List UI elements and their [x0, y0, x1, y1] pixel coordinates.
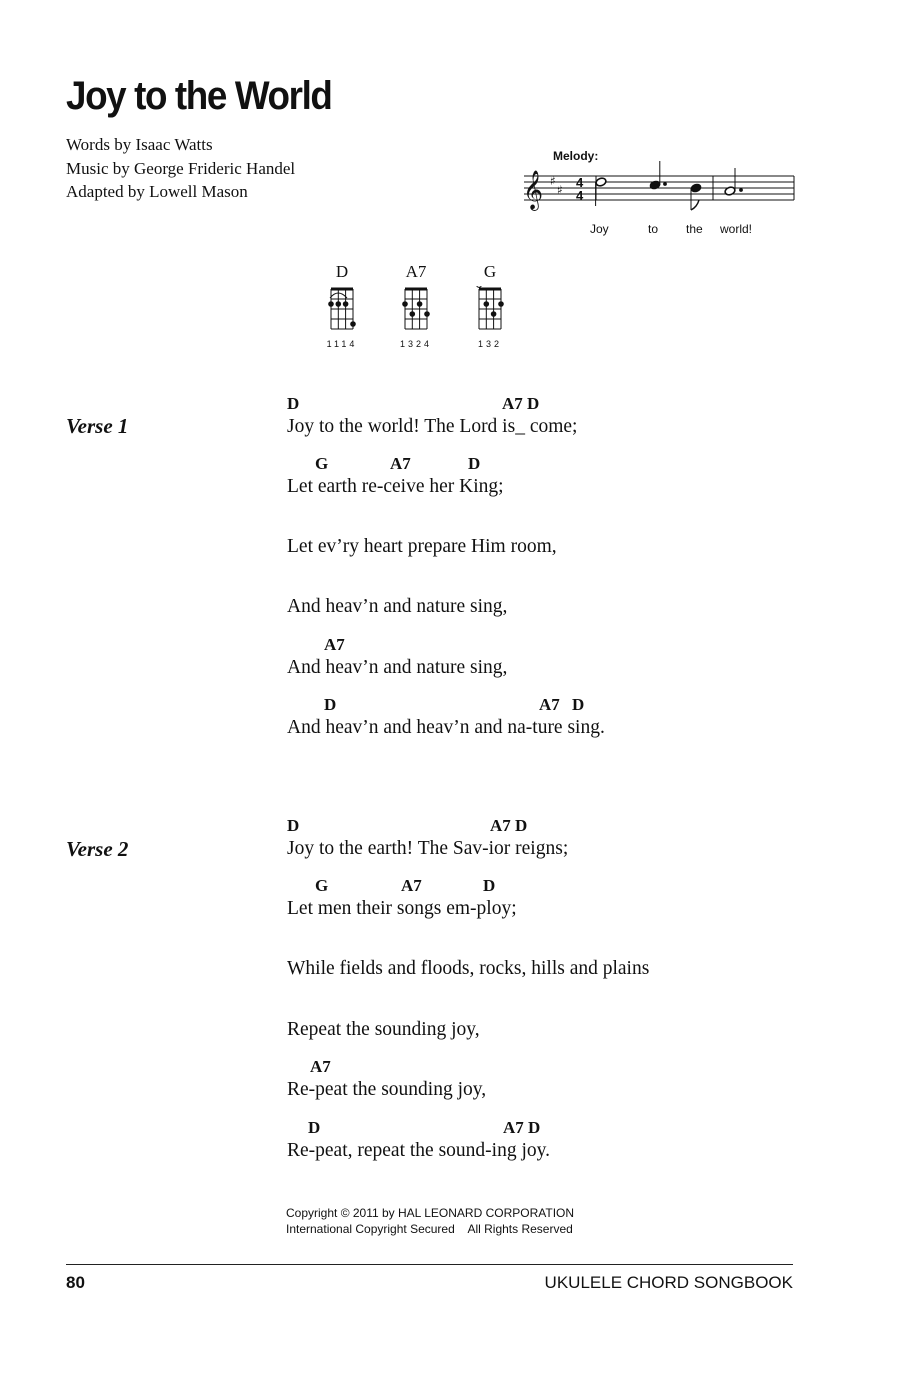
- chord-symbol: A7 D: [503, 1118, 541, 1137]
- chord-symbol: D: [287, 394, 300, 413]
- lyric-line: [287, 635, 507, 679]
- melody-label: Melody:: [553, 149, 599, 163]
- sharp-f-icon: ♯: [550, 174, 556, 188]
- credit-adapted: Adapted by Lowell Mason: [66, 182, 248, 201]
- copyright-line: International Copyright Secured All Rights Reserved: [286, 1222, 573, 1236]
- song-credits: [66, 133, 295, 204]
- lyric-line: [287, 695, 605, 739]
- lyric-line: [287, 997, 480, 1041]
- chord-symbol: A7: [539, 695, 560, 714]
- melody-lyric: the: [686, 222, 703, 236]
- sharp-c-icon: ♯: [557, 183, 563, 197]
- lyric-line: [287, 936, 649, 980]
- chord-symbol: A7: [390, 454, 411, 473]
- chord-name: G: [483, 262, 497, 281]
- lyric-line: [287, 876, 517, 920]
- chord-name: D: [335, 262, 349, 281]
- fretboard-icon: [399, 286, 433, 332]
- lyric-line: [287, 1118, 550, 1162]
- half-note: [595, 177, 607, 187]
- lyric-text: Joy to the world! The Lord is_ come;: [287, 416, 578, 437]
- chord-diagram-g: [460, 262, 520, 349]
- chord-symbol: D: [468, 454, 481, 473]
- lyric-line: [287, 394, 577, 438]
- lyric-line: [287, 454, 504, 498]
- melody-notes: [595, 161, 742, 210]
- page-number: 80: [66, 1273, 85, 1292]
- chord-symbol: D: [324, 695, 337, 714]
- chord-symbol: D: [308, 1118, 321, 1137]
- chord-symbol: G: [315, 876, 329, 895]
- chord-fingering: 1324: [399, 339, 433, 349]
- lyric-text: Re-peat, repeat the sound-ing joy.: [287, 1140, 550, 1161]
- treble-clef-icon: 𝄞: [523, 170, 544, 210]
- fretboard-icon: [325, 286, 359, 332]
- song-title: Joy to the World: [66, 74, 332, 118]
- chord-symbol: A7: [324, 635, 345, 654]
- lyric-text: Let men their songs em-ploy;: [287, 898, 517, 919]
- svg-text:4: 4: [576, 188, 584, 203]
- footer-divider: [66, 1264, 793, 1265]
- chord-symbol: D: [483, 876, 496, 895]
- melody-lyric: to: [648, 222, 659, 236]
- copyright-line: Copyright © 2011 by HAL LEONARD CORPORATION: [286, 1206, 575, 1220]
- lyric-line: [287, 574, 507, 618]
- credit-words: Words by Isaac Watts: [66, 135, 213, 154]
- verse-label: Verse 2: [66, 837, 129, 861]
- lyric-text: And heav’n and nature sing,: [287, 596, 508, 617]
- lyric-line: [287, 1057, 486, 1101]
- chord-fingering: 1114: [326, 339, 358, 349]
- chord-symbol: A7 D: [502, 394, 540, 413]
- melody-lyric: world!: [720, 222, 753, 236]
- lyric-text: Let earth re-ceive her King;: [287, 476, 504, 497]
- lyric-line: [287, 514, 557, 558]
- chord-symbol: A7: [401, 876, 422, 895]
- lyric-text: Repeat the sounding joy,: [287, 1019, 480, 1040]
- chord-symbol: G: [315, 454, 329, 473]
- credit-music: Music by George Frideric Handel: [66, 158, 296, 178]
- chord-symbol: A7 D: [490, 816, 528, 835]
- chord-symbol: D: [287, 816, 300, 835]
- copyright-notice: [286, 1205, 574, 1237]
- lyric-text: And heav’n and nature sing,: [287, 657, 508, 678]
- time-signature: 4: [576, 175, 584, 190]
- eighth-note: [690, 183, 702, 193]
- lyric-text: While fields and floods, rocks, hills and plains: [287, 958, 650, 979]
- melody-lyric: Joy: [590, 222, 609, 236]
- melody-staff: [520, 160, 800, 220]
- chord-fingering: 132: [477, 339, 503, 349]
- chord-name: A7: [405, 262, 427, 281]
- lyric-line: [287, 816, 568, 860]
- lyric-text: Re-peat the sounding joy,: [287, 1079, 487, 1100]
- book-title: UKULELE CHORD SONGBOOK: [544, 1273, 793, 1292]
- fretboard-icon: [473, 286, 507, 332]
- lyric-text: Joy to the earth! The Sav-ior reigns;: [287, 838, 569, 859]
- lyric-text: And heav’n and heav’n and na-ture sing.: [287, 717, 605, 738]
- verse-label: Verse 1: [66, 414, 129, 438]
- chord-symbol: D: [572, 695, 585, 714]
- chord-diagram-d: [312, 262, 372, 349]
- dotted-half-note: [724, 186, 736, 196]
- dotted-quarter-note: [649, 180, 661, 190]
- chord-diagram-a7: [386, 262, 446, 349]
- chord-symbol: A7: [310, 1057, 331, 1076]
- lyric-text: Let ev’ry heart prepare Him room,: [287, 536, 557, 557]
